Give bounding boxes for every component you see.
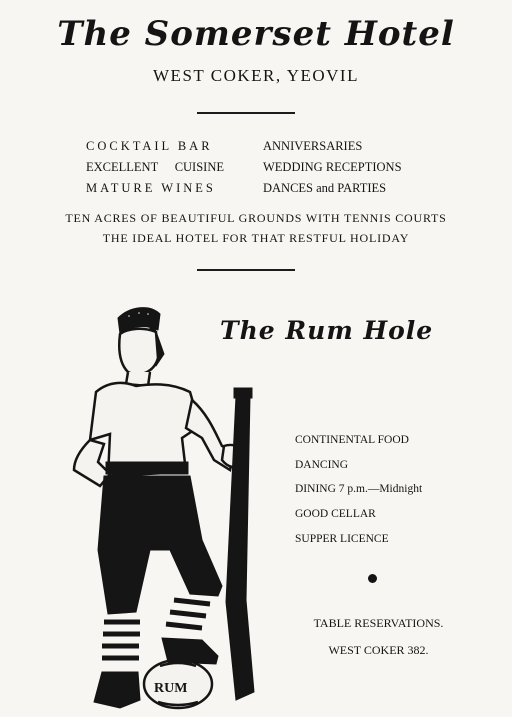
feature-continental-food: CONTINENTAL FOOD — [295, 434, 409, 446]
amenity-mature-wines: MATURE WINES — [86, 181, 216, 195]
hotel-title: The Somerset Hotel — [57, 14, 455, 54]
feature-good-cellar: GOOD CELLAR — [295, 508, 376, 521]
grounds-line-2: THE IDEAL HOTEL FOR THAT RESTFUL HOLIDAY — [102, 231, 410, 245]
amenity-cocktail-bar: COCKTAIL BAR — [86, 139, 213, 153]
bullet-dot — [368, 574, 377, 583]
grounds-line-1: TEN ACRES OF BEAUTIFUL GROUNDS WITH TENNIS COURTS — [65, 211, 447, 225]
amenities-right — [263, 136, 453, 199]
amenity-cuisine-row — [86, 157, 256, 178]
hotel-location: WEST COKER, YEOVIL — [153, 66, 359, 85]
rum-hole-title: The Rum Hole — [220, 316, 434, 345]
amenity-anniversaries: ANNIVERSARIES — [263, 139, 363, 153]
feature-dining-hours: DINING 7 p.m.—Midnight — [295, 483, 423, 496]
rum-hole-features — [295, 428, 422, 552]
divider-middle — [197, 269, 295, 271]
amenity-wedding-receptions: WEDDING RECEPTIONS — [263, 160, 402, 174]
amenities-left — [86, 136, 256, 199]
divider-top — [197, 112, 295, 114]
table-reservations: TABLE RESERVATIONS. — [313, 616, 444, 630]
amenity-excellent: EXCELLENT — [86, 160, 159, 174]
feature-supper-licence: SUPPER LICENCE — [295, 532, 389, 545]
amenity-cuisine: CUISINE — [174, 160, 224, 174]
barrel-label: RUM — [154, 681, 188, 696]
feature-dancing: DANCING — [295, 458, 349, 471]
amenity-dances-parties: DANCES and PARTIES — [263, 181, 387, 195]
reservation-phone: WEST COKER 382. — [328, 643, 429, 657]
